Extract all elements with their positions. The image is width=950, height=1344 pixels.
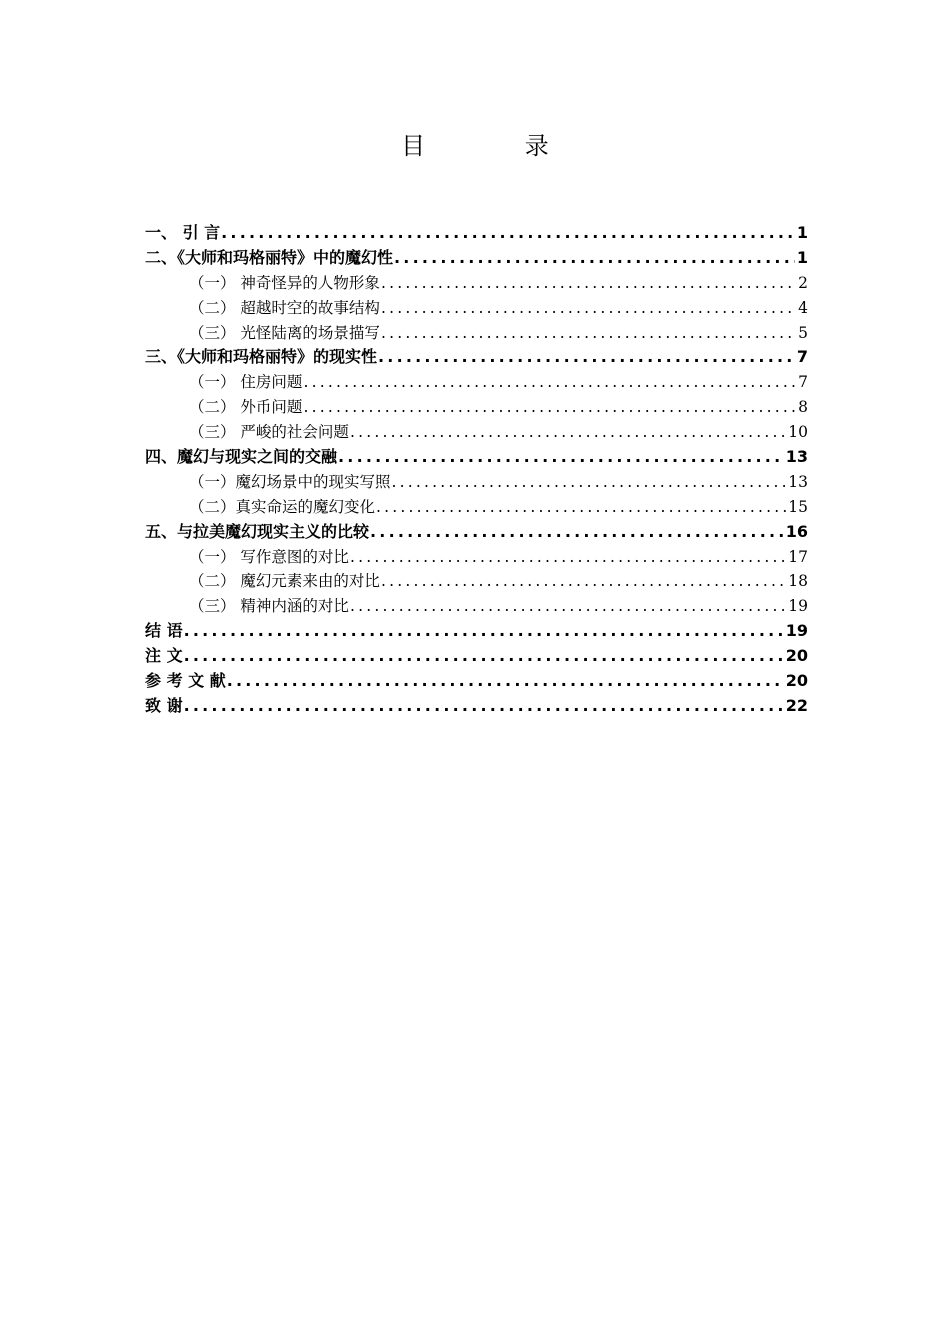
toc-entry-chapter[interactable] xyxy=(145,345,808,370)
toc-entry-page-number: 13 xyxy=(788,472,808,491)
dot-leader xyxy=(381,271,796,296)
toc-entry-label: （二）真实命运的魔幻变化 xyxy=(189,497,376,516)
toc-entry-label: 二、《大师和玛格丽特》中的魔幻性 xyxy=(145,247,394,267)
toc-entry-label: 结 语 xyxy=(145,621,183,641)
dot-leader xyxy=(376,495,786,520)
toc-entry-chapter[interactable] xyxy=(145,644,808,669)
toc-entry-label: （二） 魔幻元素来由的对比 xyxy=(189,572,380,591)
toc-entry-label: （三） 严峻的社会问题 xyxy=(189,423,349,442)
toc-entry-label: 四、魔幻与现实之间的交融 xyxy=(145,447,338,467)
toc-entry-chapter[interactable] xyxy=(145,694,808,719)
toc-entry-label: 注 文 xyxy=(145,646,183,666)
toc-entry-label: 致 谢 xyxy=(145,695,183,715)
toc-entry-label: （三） 精神内涵的对比 xyxy=(189,597,349,616)
toc-entry-section[interactable] xyxy=(145,420,808,445)
toc-entry-page-number: 18 xyxy=(788,572,808,591)
dot-leader xyxy=(392,470,787,495)
page-title: 目 录 xyxy=(401,132,595,160)
toc-entry-section[interactable] xyxy=(145,569,808,594)
toc-entry-page-number: 16 xyxy=(785,521,808,541)
toc-entry-section[interactable] xyxy=(145,470,808,495)
toc-entry-page-number: 15 xyxy=(788,497,808,516)
dot-leader xyxy=(227,669,784,694)
dot-leader xyxy=(381,296,796,321)
dot-leader xyxy=(370,520,784,545)
toc-entry-page-number: 1 xyxy=(796,247,808,267)
toc-entry-chapter[interactable] xyxy=(145,520,808,545)
toc-entry-page-number: 4 xyxy=(798,298,808,317)
dot-leader xyxy=(381,321,796,346)
toc-entry-page-number: 2 xyxy=(798,273,808,292)
toc-entry-label: （一）魔幻场景中的现实写照 xyxy=(189,472,391,491)
toc-entry-label: 五、与拉美魔幻现实主义的比较 xyxy=(145,521,370,541)
toc-entry-chapter[interactable] xyxy=(145,246,808,271)
dot-leader xyxy=(350,420,786,445)
dot-leader xyxy=(394,246,795,271)
dot-leader xyxy=(184,694,784,719)
toc-entry-page-number: 20 xyxy=(785,671,808,691)
dot-leader xyxy=(303,395,796,420)
toc-entry-label: （一） 住房问题 xyxy=(189,373,303,392)
toc-entry-page-number: 5 xyxy=(798,323,808,342)
toc-entry-label: 参 考 文 献 xyxy=(145,671,226,691)
toc-entry-page-number: 10 xyxy=(788,423,808,442)
dot-leader xyxy=(381,569,786,594)
dot-leader xyxy=(350,545,786,570)
toc-entry-page-number: 7 xyxy=(796,347,808,367)
toc-entry-page-number: 13 xyxy=(785,447,808,467)
dot-leader xyxy=(184,619,784,644)
toc-entry-label: （一） 神奇怪异的人物形象 xyxy=(189,273,380,292)
toc-entry-label: （三） 光怪陆离的场景描写 xyxy=(189,323,380,342)
toc-entry-page-number: 7 xyxy=(798,373,808,392)
toc-entry-chapter[interactable] xyxy=(145,669,808,694)
toc-entry-section[interactable] xyxy=(145,296,808,321)
table-of-contents xyxy=(145,221,808,719)
toc-entry-page-number: 17 xyxy=(788,547,808,566)
toc-entry-page-number: 8 xyxy=(798,398,808,417)
dot-leader xyxy=(338,445,784,470)
toc-entry-page-number: 19 xyxy=(788,597,808,616)
dot-leader xyxy=(350,594,786,619)
dot-leader xyxy=(184,644,784,669)
dot-leader xyxy=(378,345,795,370)
toc-entry-section[interactable] xyxy=(145,594,808,619)
dot-leader xyxy=(303,370,796,395)
toc-entry-section[interactable] xyxy=(145,545,808,570)
toc-entry-section[interactable] xyxy=(145,495,808,520)
toc-entry-page-number: 22 xyxy=(785,695,808,715)
toc-entry-chapter[interactable] xyxy=(145,221,808,246)
toc-entry-label: （二） 外币问题 xyxy=(189,398,303,417)
toc-entry-page-number: 19 xyxy=(785,621,808,641)
toc-entry-chapter[interactable] xyxy=(145,619,808,644)
toc-entry-label: 一、 引 言 xyxy=(145,223,221,242)
toc-entry-label: （二） 超越时空的故事结构 xyxy=(189,298,380,317)
toc-entry-label: （一） 写作意图的对比 xyxy=(189,547,349,566)
toc-entry-page-number: 1 xyxy=(796,223,808,242)
toc-entry-page-number: 20 xyxy=(785,646,808,666)
toc-entry-section[interactable] xyxy=(145,271,808,296)
toc-entry-section[interactable] xyxy=(145,395,808,420)
toc-entry-section[interactable] xyxy=(145,321,808,346)
toc-entry-section[interactable] xyxy=(145,370,808,395)
dot-leader xyxy=(221,221,795,246)
toc-entry-label: 三、《大师和玛格丽特》的现实性 xyxy=(145,347,378,367)
toc-entry-chapter[interactable] xyxy=(145,445,808,470)
